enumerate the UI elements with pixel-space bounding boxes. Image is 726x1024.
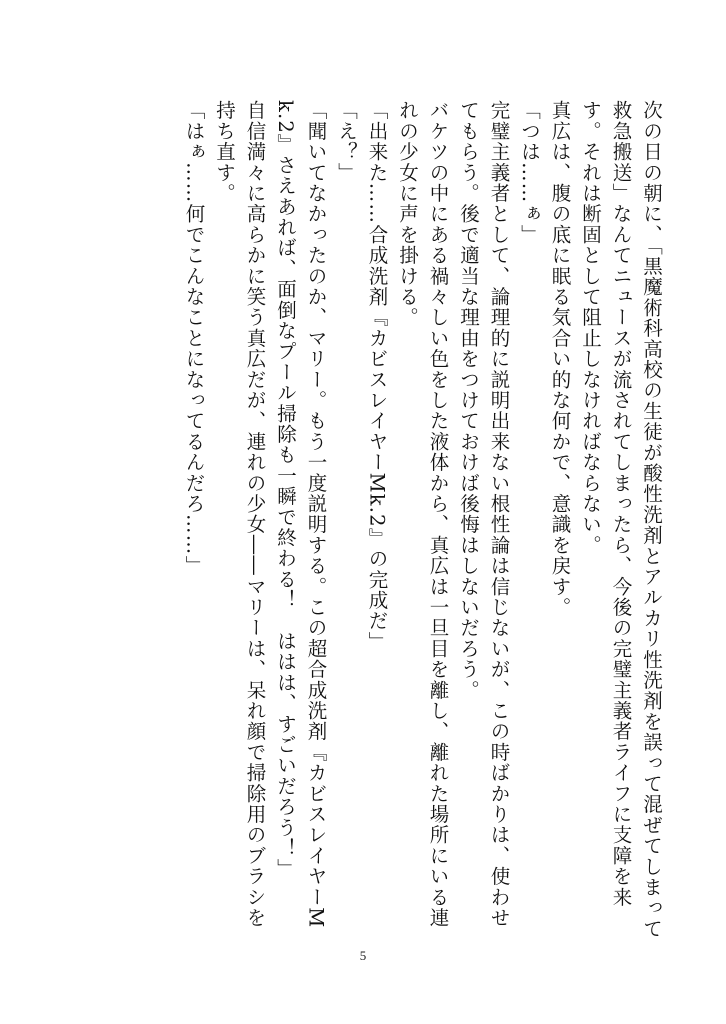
paragraph-9: 自信満々に高らかに笑う真広だが、連れの少女――マリーは、呆れ顔で掃除用のブラシを持ち直す。 — [213, 100, 267, 928]
paragraph-3: 「つは……ぁ」 — [518, 100, 541, 245]
vertical-text-body — [46, 100, 666, 945]
page-number: 5 — [359, 948, 367, 963]
paragraph-4: 完璧主義者として、論理的に説明出来ない根性論は信じないが、この時ばかりは、使わせてもらう。後で適当な理由をつけておけば後悔はしないだろう。 — [457, 100, 511, 928]
paragraph-10: 「はぁ……何でこんなことになってるんだろ……」 — [182, 100, 206, 577]
paragraph-5: バケツの中にある禍々しい色をした液体から、真広は一旦目を離し、離れた場所にいる連れの少女に声を掛ける。 — [396, 100, 450, 928]
paragraph-7: 「え？」 — [335, 100, 358, 183]
paragraph-2: 真広は、腹の底に眠る気合い的な何かで、意識を戻す。 — [548, 100, 572, 618]
paragraph-8: 「聞いてなかったのか、マリー。もう一度説明する。この超合成洗剤『カビスレイヤーMk.2』さえあれば、面倒なプール掃除も一瞬で終わる！ ははは、すごいだろう！」 — [274, 100, 328, 929]
paragraph-1: 次の日の朝に、「黒魔術科高校の生徒が酸性洗剤とアルカリ性洗剤を誤って混ぜてしまって救急搬送」なんてニュースが流されてしまったら、今後の完璧主義者ライフに支障を来す。それは断固として阻止しなければならない。 — [579, 100, 663, 939]
paragraph-6: 「出来た……合成洗剤『カビスレイヤーMk.2』の完成だ」 — [365, 100, 389, 652]
